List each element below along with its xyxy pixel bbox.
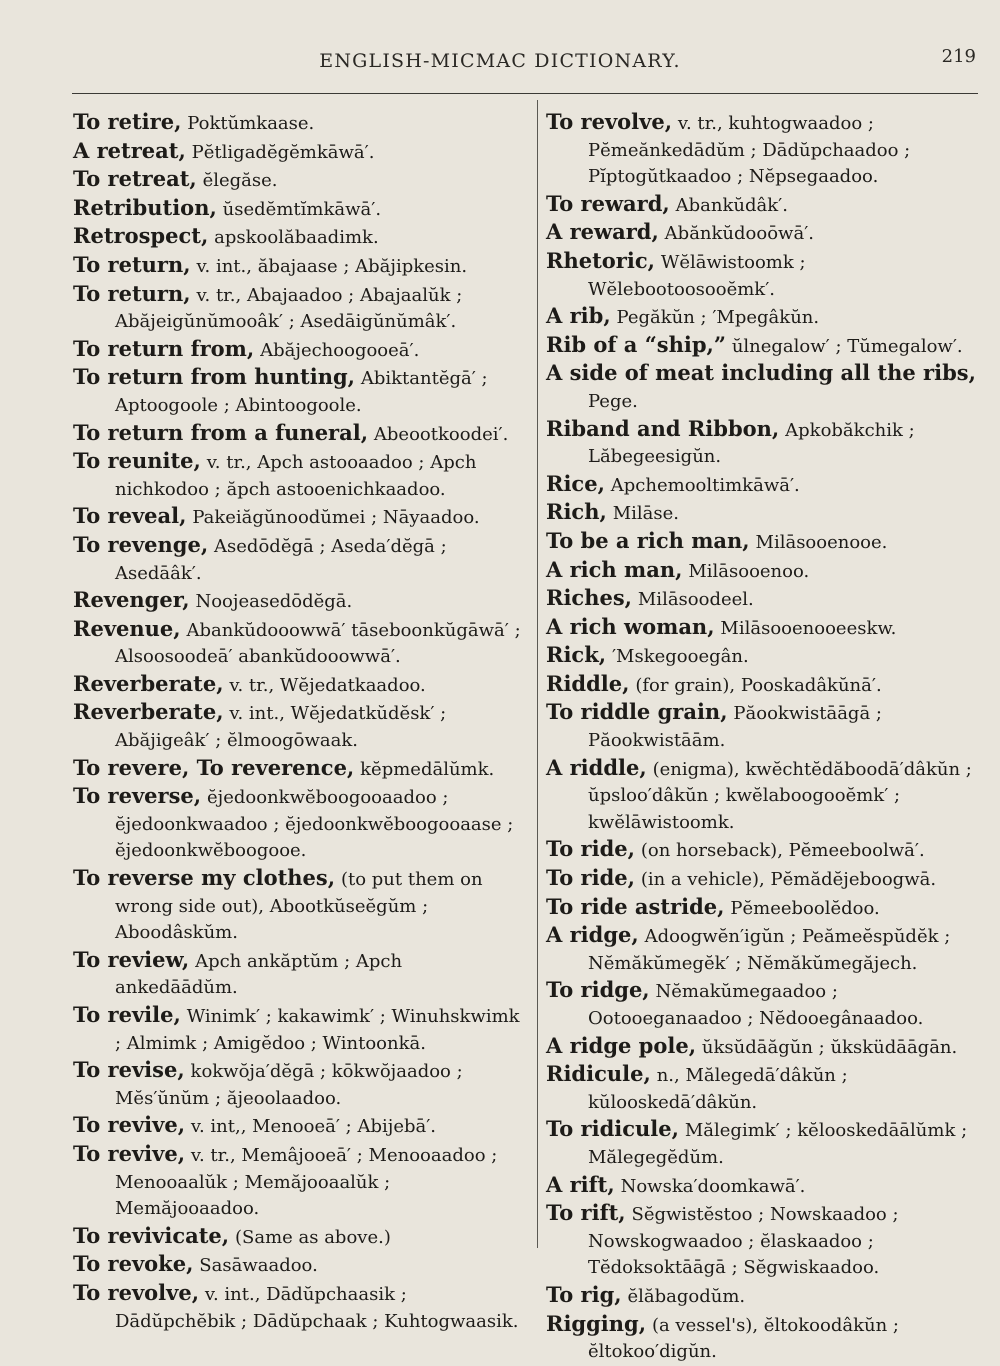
dictionary-entry xyxy=(546,303,981,332)
entry-headword: To revise, xyxy=(73,1057,185,1083)
entry-headword: Rigging, xyxy=(546,1310,647,1336)
entry-translation: Nowska′doomkawā′. xyxy=(620,1175,806,1197)
entry-headword: To revolve, xyxy=(546,109,673,134)
entry-headword: To revivicate, xyxy=(73,1222,230,1248)
entry-headword: To revere, To reverence, xyxy=(73,754,355,780)
entry-headword: Reverberate, xyxy=(73,670,224,696)
entry-translation: Milāsoodeel. xyxy=(637,589,754,611)
entry-translation: Abăjechoogooeā′. xyxy=(260,339,420,361)
entry-headword: To retire, xyxy=(73,109,182,134)
dictionary-entry xyxy=(546,614,981,643)
entry-headword: Rich, xyxy=(546,499,607,525)
page-number: 219 xyxy=(941,46,976,67)
entry-headword: Revenue, xyxy=(73,615,181,641)
dictionary-entry xyxy=(546,1061,981,1116)
entry-headword: A retreat, xyxy=(73,137,186,163)
entry-headword: A rib, xyxy=(546,303,611,329)
left-column xyxy=(73,109,528,1335)
dictionary-entry xyxy=(546,191,981,220)
entry-headword: To return from hunting, xyxy=(73,364,355,390)
entry-headword: Rick, xyxy=(546,642,607,668)
entry-headword: To revenge, xyxy=(73,531,209,557)
dictionary-entry xyxy=(73,1002,528,1057)
dictionary-entry xyxy=(73,587,528,616)
entry-translation: v. int., Wĕjedatkŭdĕsk′ ; Abăjigeâk′ ; ĕlmoogōwaak. xyxy=(115,703,447,752)
entry-headword: To return from a funeral, xyxy=(73,419,369,445)
entry-headword: To revolve, xyxy=(73,1279,200,1305)
entry-headword: Riband and Ribbon, xyxy=(546,415,780,441)
entry-translation: ĕlegăse. xyxy=(202,170,278,192)
entry-headword: A rift, xyxy=(546,1171,615,1197)
dictionary-entry xyxy=(546,755,981,837)
column-divider xyxy=(537,100,538,1248)
entry-translation: Pĕmeeboolĕdoo. xyxy=(730,897,880,919)
entry-headword: To ride astride, xyxy=(546,893,725,919)
dictionary-entry xyxy=(546,865,981,894)
entry-translation: Winimk′ ; kakawimk′ ; Winuhskwimk ; Almimk ; Amigĕdoo ; Wintoonkā. xyxy=(115,1006,520,1054)
dictionary-entry xyxy=(73,503,528,532)
entry-headword: To retreat, xyxy=(73,166,197,192)
entry-headword: Riches, xyxy=(546,585,632,611)
entry-headword: Retribution, xyxy=(73,194,217,220)
dictionary-entry xyxy=(546,894,981,923)
dictionary-entry xyxy=(73,166,528,195)
entry-headword: Revenger, xyxy=(73,587,190,613)
dictionary-entry xyxy=(73,223,528,252)
dictionary-entry xyxy=(546,585,981,614)
entry-translation: Milāse. xyxy=(612,503,679,525)
entry-headword: To reverse my clothes, xyxy=(73,865,336,891)
entry-translation: (enigma), kwĕchtĕdăboodā′dâkŭn ; ŭpsloo′dâkŭn ; kwĕlaboogooĕmk′ ; kwĕlāwistoomk. xyxy=(588,758,972,833)
dictionary-entry xyxy=(546,416,981,471)
page-header xyxy=(0,46,1000,76)
dictionary-entry xyxy=(546,219,981,248)
entry-translation: (on horseback), Pĕmeeboolwā′. xyxy=(640,840,925,862)
entry-translation: Adoogwĕn′igŭn ; Peămeĕspŭdĕk ; Nĕmăkŭmegĕk′ ; Nĕmăkŭmegăjech. xyxy=(588,926,951,974)
dictionary-entry xyxy=(73,448,528,503)
dictionary-entry xyxy=(73,532,528,587)
entry-translation: Abiktantĕgā′ ; Aptoogoole ; Abintoogoole. xyxy=(115,368,488,416)
entry-translation: Wĕlāwistoomk ; Wĕlebootoosooĕmk′. xyxy=(588,251,806,300)
dictionary-entry xyxy=(546,671,981,700)
entry-headword: To ride, xyxy=(546,865,635,891)
entry-headword: A side of meat including all the ribs, xyxy=(546,360,976,386)
entry-headword: To return, xyxy=(73,280,191,306)
dictionary-entry xyxy=(546,1282,981,1311)
entry-headword: To revive, xyxy=(73,1112,186,1138)
entry-translation: Pege. xyxy=(588,390,638,412)
entry-translation: (for grain), Pooskadâkŭnā′. xyxy=(635,674,882,696)
entry-translation: v. tr., Memâjooeā′ ; Menooaadoo ; Menooaalŭk ; Memăjooaalŭk ; Memăjooaadoo. xyxy=(115,1144,498,1220)
entry-translation: v. tr., Apch astooaadoo ; Apch nichkodoo ; ăpch astooenichkaadoo. xyxy=(115,452,477,500)
entry-headword: To revile, xyxy=(73,1002,181,1027)
dictionary-entry xyxy=(73,336,528,365)
entry-translation: Abankŭdâk′. xyxy=(675,194,788,216)
entry-headword: To revoke, xyxy=(73,1251,194,1277)
entry-translation: Abeootkoodei′. xyxy=(373,423,509,445)
entry-translation: apskoolăbaadimk. xyxy=(214,227,379,249)
entry-translation: (to put them on wrong side out), Abootkŭseĕgŭm ; Aboodâskŭm. xyxy=(115,869,483,944)
entry-headword: To return, xyxy=(73,251,191,277)
entry-translation: v. int,, Menooeā′ ; Abijebā′. xyxy=(190,1116,437,1138)
entry-headword: To revive, xyxy=(73,1140,186,1166)
entry-translation: Pĕtligadĕgĕmkāwā′. xyxy=(191,141,375,163)
entry-translation: kokwŏja′dĕgā ; kōkwŏjaadoo ; Mĕs′ŭnŭm ; ăjeoolaadoo. xyxy=(115,1061,463,1109)
entry-headword: Ridicule, xyxy=(546,1061,651,1087)
entry-translation: ŭlnegalow′ ; Tŭmegalow′. xyxy=(731,335,963,357)
dictionary-entry xyxy=(73,252,528,281)
entry-translation: Sasāwaadoo. xyxy=(199,1255,318,1277)
dictionary-entry xyxy=(73,865,528,947)
dictionary-entry xyxy=(73,281,528,336)
entry-translation: (Same as above.) xyxy=(234,1226,391,1248)
dictionary-entry xyxy=(546,499,981,528)
entry-translation: (in a vehicle), Pĕmădĕjeboogwā. xyxy=(640,869,937,891)
dictionary-entry xyxy=(546,699,981,754)
dictionary-entry xyxy=(73,947,528,1002)
entry-translation: Abănkŭdooōwā′. xyxy=(664,223,814,245)
entry-headword: To be a rich man, xyxy=(546,527,750,553)
entry-headword: A ridge, xyxy=(546,922,639,948)
entry-translation: Milāsooenooe. xyxy=(755,531,888,553)
entry-headword: To ridicule, xyxy=(546,1116,679,1142)
entry-headword: To return from, xyxy=(73,335,255,361)
dictionary-entry xyxy=(73,616,528,671)
dictionary-entry xyxy=(546,1200,981,1282)
dictionary-entry xyxy=(73,138,528,167)
dictionary-entry xyxy=(546,360,981,415)
dictionary-entry xyxy=(73,1280,528,1335)
entry-translation: v. int., ăbajaase ; Abăjipkesin. xyxy=(196,255,468,277)
dictionary-entry xyxy=(73,420,528,449)
dictionary-entry xyxy=(546,1116,981,1171)
dictionary-entry xyxy=(546,836,981,865)
entry-headword: Retrospect, xyxy=(73,223,209,249)
entry-headword: A reward, xyxy=(546,219,659,245)
entry-headword: Rice, xyxy=(546,470,605,496)
entry-translation: Apchemooltimkāwā′. xyxy=(610,474,800,496)
entry-translation: ĕlăbagodŭm. xyxy=(627,1285,746,1307)
entry-translation: ŭksŭdāăgŭn ; ŭksküdāāgān. xyxy=(701,1036,958,1058)
entry-translation: Nĕmakŭmegaadoo ; Ootooeganaadoo ; Nĕdooegânaadoo. xyxy=(588,981,924,1029)
dictionary-entry xyxy=(73,783,528,865)
entry-translation: Asedōdĕgā ; Aseda′dĕgā ; Asedāâk′. xyxy=(115,535,447,584)
entry-translation: Noojeasedōdĕgā. xyxy=(195,591,353,613)
entry-translation: Pegăkŭn ; ′Mpegâkŭn. xyxy=(616,307,820,329)
entry-translation: Apch ankăptŭm ; Apch ankedāādŭm. xyxy=(115,950,403,999)
entry-translation: Mălegimk′ ; kĕlooskedāālŭmk ; Mălegegĕdŭm. xyxy=(588,1120,968,1168)
dictionary-entry xyxy=(73,109,528,138)
dictionary-entry xyxy=(546,922,981,977)
entry-translation: Milāsooenooeeskw. xyxy=(720,617,897,639)
entry-translation: ĕjedoonkwĕboogooaadoo ; ĕjedoonkwaadoo ; ĕjedoonkwĕboogooaase ; ĕjedoonkwĕboogooe. xyxy=(115,787,514,862)
entry-translation: n., Mălegedā′dâkŭn ; kŭlooskedā′dâkŭn. xyxy=(588,1065,848,1113)
entry-headword: Reverberate, xyxy=(73,699,224,725)
dictionary-entry xyxy=(73,671,528,700)
dictionary-entry xyxy=(546,1311,981,1366)
entry-headword: Riddle, xyxy=(546,670,630,696)
entry-translation: v. tr., Abajaadoo ; Abajaalŭk ; Abăjeigŭnŭmooâk′ ; Asedāigŭnŭmâk′. xyxy=(115,284,463,333)
entry-headword: To review, xyxy=(73,946,190,972)
entry-translation: v. tr., kuhtogwaadoo ; Pĕmeănkedādŭm ; Dādŭpchaadoo ; Pĭptogŭtkaadoo ; Nĕpsegaadoo. xyxy=(588,113,911,188)
entry-translation: Păookwistāāgā ; Păookwistāām. xyxy=(588,703,882,752)
entry-headword: A ridge pole, xyxy=(546,1032,697,1058)
dictionary-entry xyxy=(546,1172,981,1201)
entry-headword: To ridge, xyxy=(546,977,650,1003)
entry-translation: ŭsedĕmtĭmkāwā′. xyxy=(222,198,382,220)
entry-headword: To reward, xyxy=(546,190,670,216)
entry-headword: A rich man, xyxy=(546,556,683,582)
entry-headword: To rift, xyxy=(546,1200,626,1226)
entry-headword: To riddle grain, xyxy=(546,699,728,725)
dictionary-entry xyxy=(546,1033,981,1062)
entry-headword: Rhetoric, xyxy=(546,247,655,273)
entry-translation: (a vessel's), ĕltokoodâkŭn ; ĕltokoo′digŭn. xyxy=(588,1314,899,1363)
entry-headword: To rig, xyxy=(546,1281,622,1307)
entry-headword: To reveal, xyxy=(73,503,187,529)
entry-headword: A riddle, xyxy=(546,754,647,780)
dictionary-entry xyxy=(73,699,528,754)
entry-headword: To ride, xyxy=(546,836,635,862)
dictionary-entry xyxy=(546,528,981,557)
entry-translation: v. tr., Wĕjedatkaadoo. xyxy=(229,674,426,696)
header-rule xyxy=(72,93,978,94)
dictionary-entry xyxy=(546,332,981,361)
dictionary-entry xyxy=(73,1141,528,1223)
entry-translation: Milāsooenoo. xyxy=(688,560,810,582)
dictionary-entry xyxy=(73,1057,528,1112)
entry-translation: Poktŭmkaase. xyxy=(187,113,315,134)
dictionary-entry xyxy=(73,364,528,419)
entry-headword: To reunite, xyxy=(73,448,201,474)
right-column xyxy=(546,109,981,1366)
entry-translation: Pakeiăgŭnoodŭmei ; Nāyaadoo. xyxy=(192,507,480,529)
dictionary-entry xyxy=(546,109,981,191)
dictionary-entry xyxy=(73,755,528,784)
entry-headword: Rib of a “ship,” xyxy=(546,331,726,357)
dictionary-entry xyxy=(546,557,981,586)
entry-headword: To reverse, xyxy=(73,783,202,809)
dictionary-entry xyxy=(73,1223,528,1252)
dictionary-entry xyxy=(73,195,528,224)
entry-translation: Sĕgwistĕstoo ; Nowskaadoo ; Nowskogwaadoo ; ĕlaskaadoo ; Tĕdoksoktāāgā ; Sĕgwiskaadoo. xyxy=(588,1204,899,1279)
entry-translation: Apkobăkchik ; Lăbegeesigŭn. xyxy=(588,419,915,468)
entry-headword: A rich woman, xyxy=(546,613,715,639)
entry-translation: v. int., Dādŭpchaasik ; Dādŭpchĕbik ; Dādŭpchaak ; Kuhtogwaasik. xyxy=(115,1283,519,1332)
entry-translation: kĕpmedālŭmk. xyxy=(360,758,495,780)
dictionary-entry xyxy=(546,977,981,1032)
dictionary-entry xyxy=(73,1112,528,1141)
dictionary-entry xyxy=(546,642,981,671)
dictionary-entry xyxy=(546,248,981,303)
entry-translation: Abankŭdooowwā′ tāseboonkŭgāwā′ ; Alsoosoodeā′ abankŭdooowwā′. xyxy=(115,619,521,668)
dictionary-entry xyxy=(546,471,981,500)
running-title: ENGLISH-MICMAC DICTIONARY. xyxy=(319,50,681,72)
entry-translation: ′Mskegooegân. xyxy=(611,646,749,668)
dictionary-entry xyxy=(73,1251,528,1280)
